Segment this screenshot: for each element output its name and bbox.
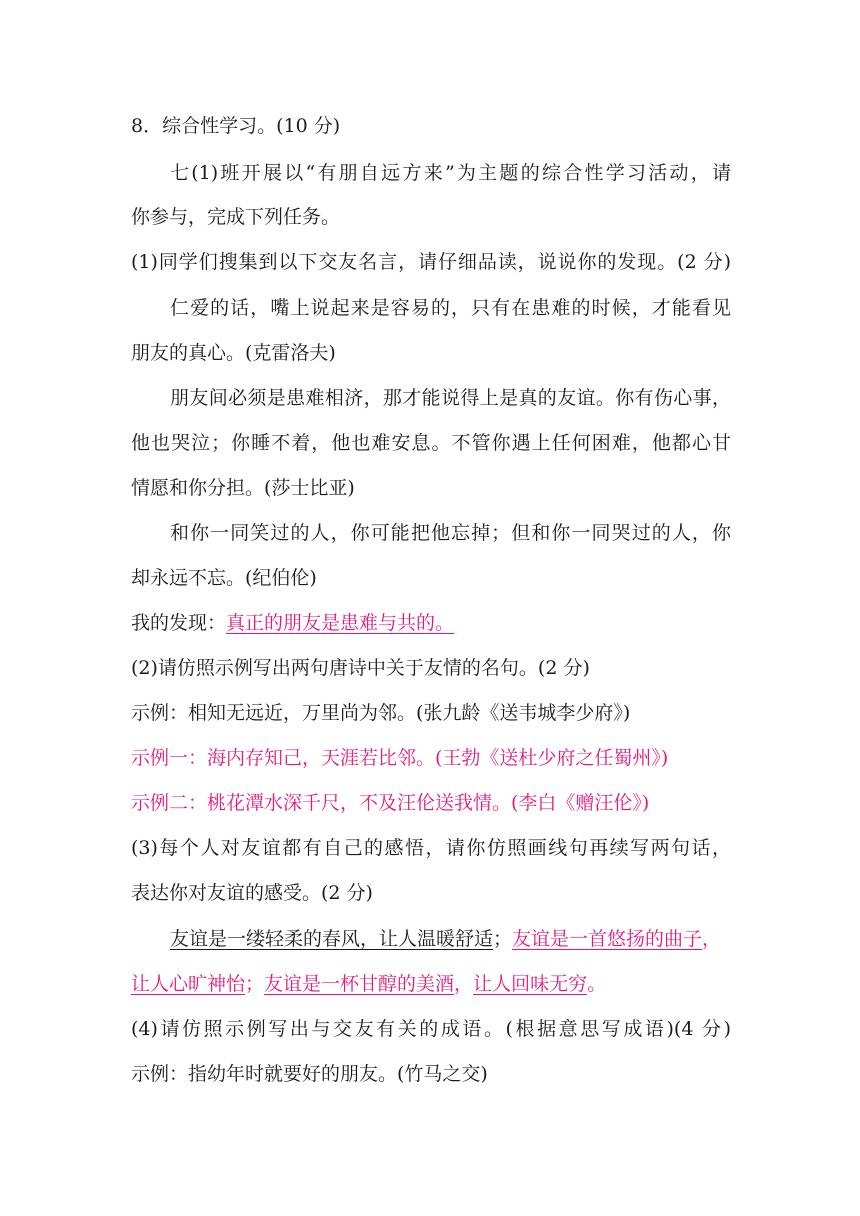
punctuation: ， [702, 928, 722, 950]
intro-text: 你参与，完成下列任务。 [131, 206, 341, 228]
quote-text: 却永远不忘。(纪伯伦) [131, 567, 317, 589]
answer-sentence: 友谊是一杯甘醇的美酒 [264, 973, 455, 995]
finding-answer: 真正的朋友是患难与共的。 [226, 612, 455, 634]
question-title: 8．综合性学习。(10 分) [131, 115, 341, 137]
punctuation: ， [454, 973, 474, 995]
finding-label: 我的发现： [131, 612, 227, 634]
part4-example: 示例：指幼年时就要好的朋友。(竹马之交) [131, 1063, 488, 1085]
quote-text: 仁爱的话，嘴上说起来是容易的，只有在患难的时候，才能看见 [170, 297, 731, 319]
model-sentence: 友谊是一缕轻柔的春风，让人温暖舒适 [170, 928, 494, 950]
part2-example: 示例：相知无远近，万里尚为邻。(张九龄《送韦城李少府》) [131, 702, 631, 724]
part3-answer-line [131, 971, 606, 997]
finding-line [131, 610, 454, 636]
part4-prompt: (4)请仿照示例写出与交友有关的成语。(根据意思写成语)(4 分) [131, 1018, 731, 1040]
part3-model-line [170, 926, 721, 952]
part1-prompt: (1)同学们搜集到以下交友名言，请仔细品读，说说你的发现。(2 分) [131, 251, 731, 273]
intro-text: 七(1)班开展以“有朋自远方来”为主题的综合性学习活动，请 [170, 162, 731, 184]
quote-text: 他也哭泣；你睡不着，他也难安息。不管你遇上任何困难，他都心甘 [131, 432, 731, 454]
answer-sentence: 让人心旷神怡 [131, 973, 246, 995]
part2-answer: 示例二：桃花潭水深千尺，不及汪伦送我情。(李白《赠汪伦》) [131, 792, 650, 814]
answer-sentence: 让人回味无穷 [473, 973, 588, 995]
punctuation: 。 [587, 973, 607, 995]
answer-sentence: 友谊是一首悠扬的曲子 [512, 928, 703, 950]
quote-text: 和你一同笑过的人，你可能把他忘掉；但和你一同哭过的人，你 [170, 522, 731, 544]
quote-text: 朋友间必须是患难相济，那才能说得上是真的友谊。你有伤心事， [170, 387, 731, 409]
part3-prompt: (3)每个人对友谊都有自己的感悟，请你仿照画线句再续写两句话， [131, 837, 731, 859]
punctuation: ； [493, 928, 513, 950]
part2-prompt: (2)请仿照示例写出两句唐诗中关于友情的名句。(2 分) [131, 657, 590, 679]
part2-answer: 示例一：海内存知己，天涯若比邻。(王勃《送杜少府之任蜀州》) [131, 747, 669, 769]
punctuation: ； [245, 973, 265, 995]
quote-text: 情愿和你分担。(莎士比亚) [131, 477, 355, 499]
quote-text: 朋友的真心。(克雷洛夫) [131, 342, 336, 364]
part3-prompt: 表达你对友谊的感受。(2 分) [131, 882, 373, 904]
